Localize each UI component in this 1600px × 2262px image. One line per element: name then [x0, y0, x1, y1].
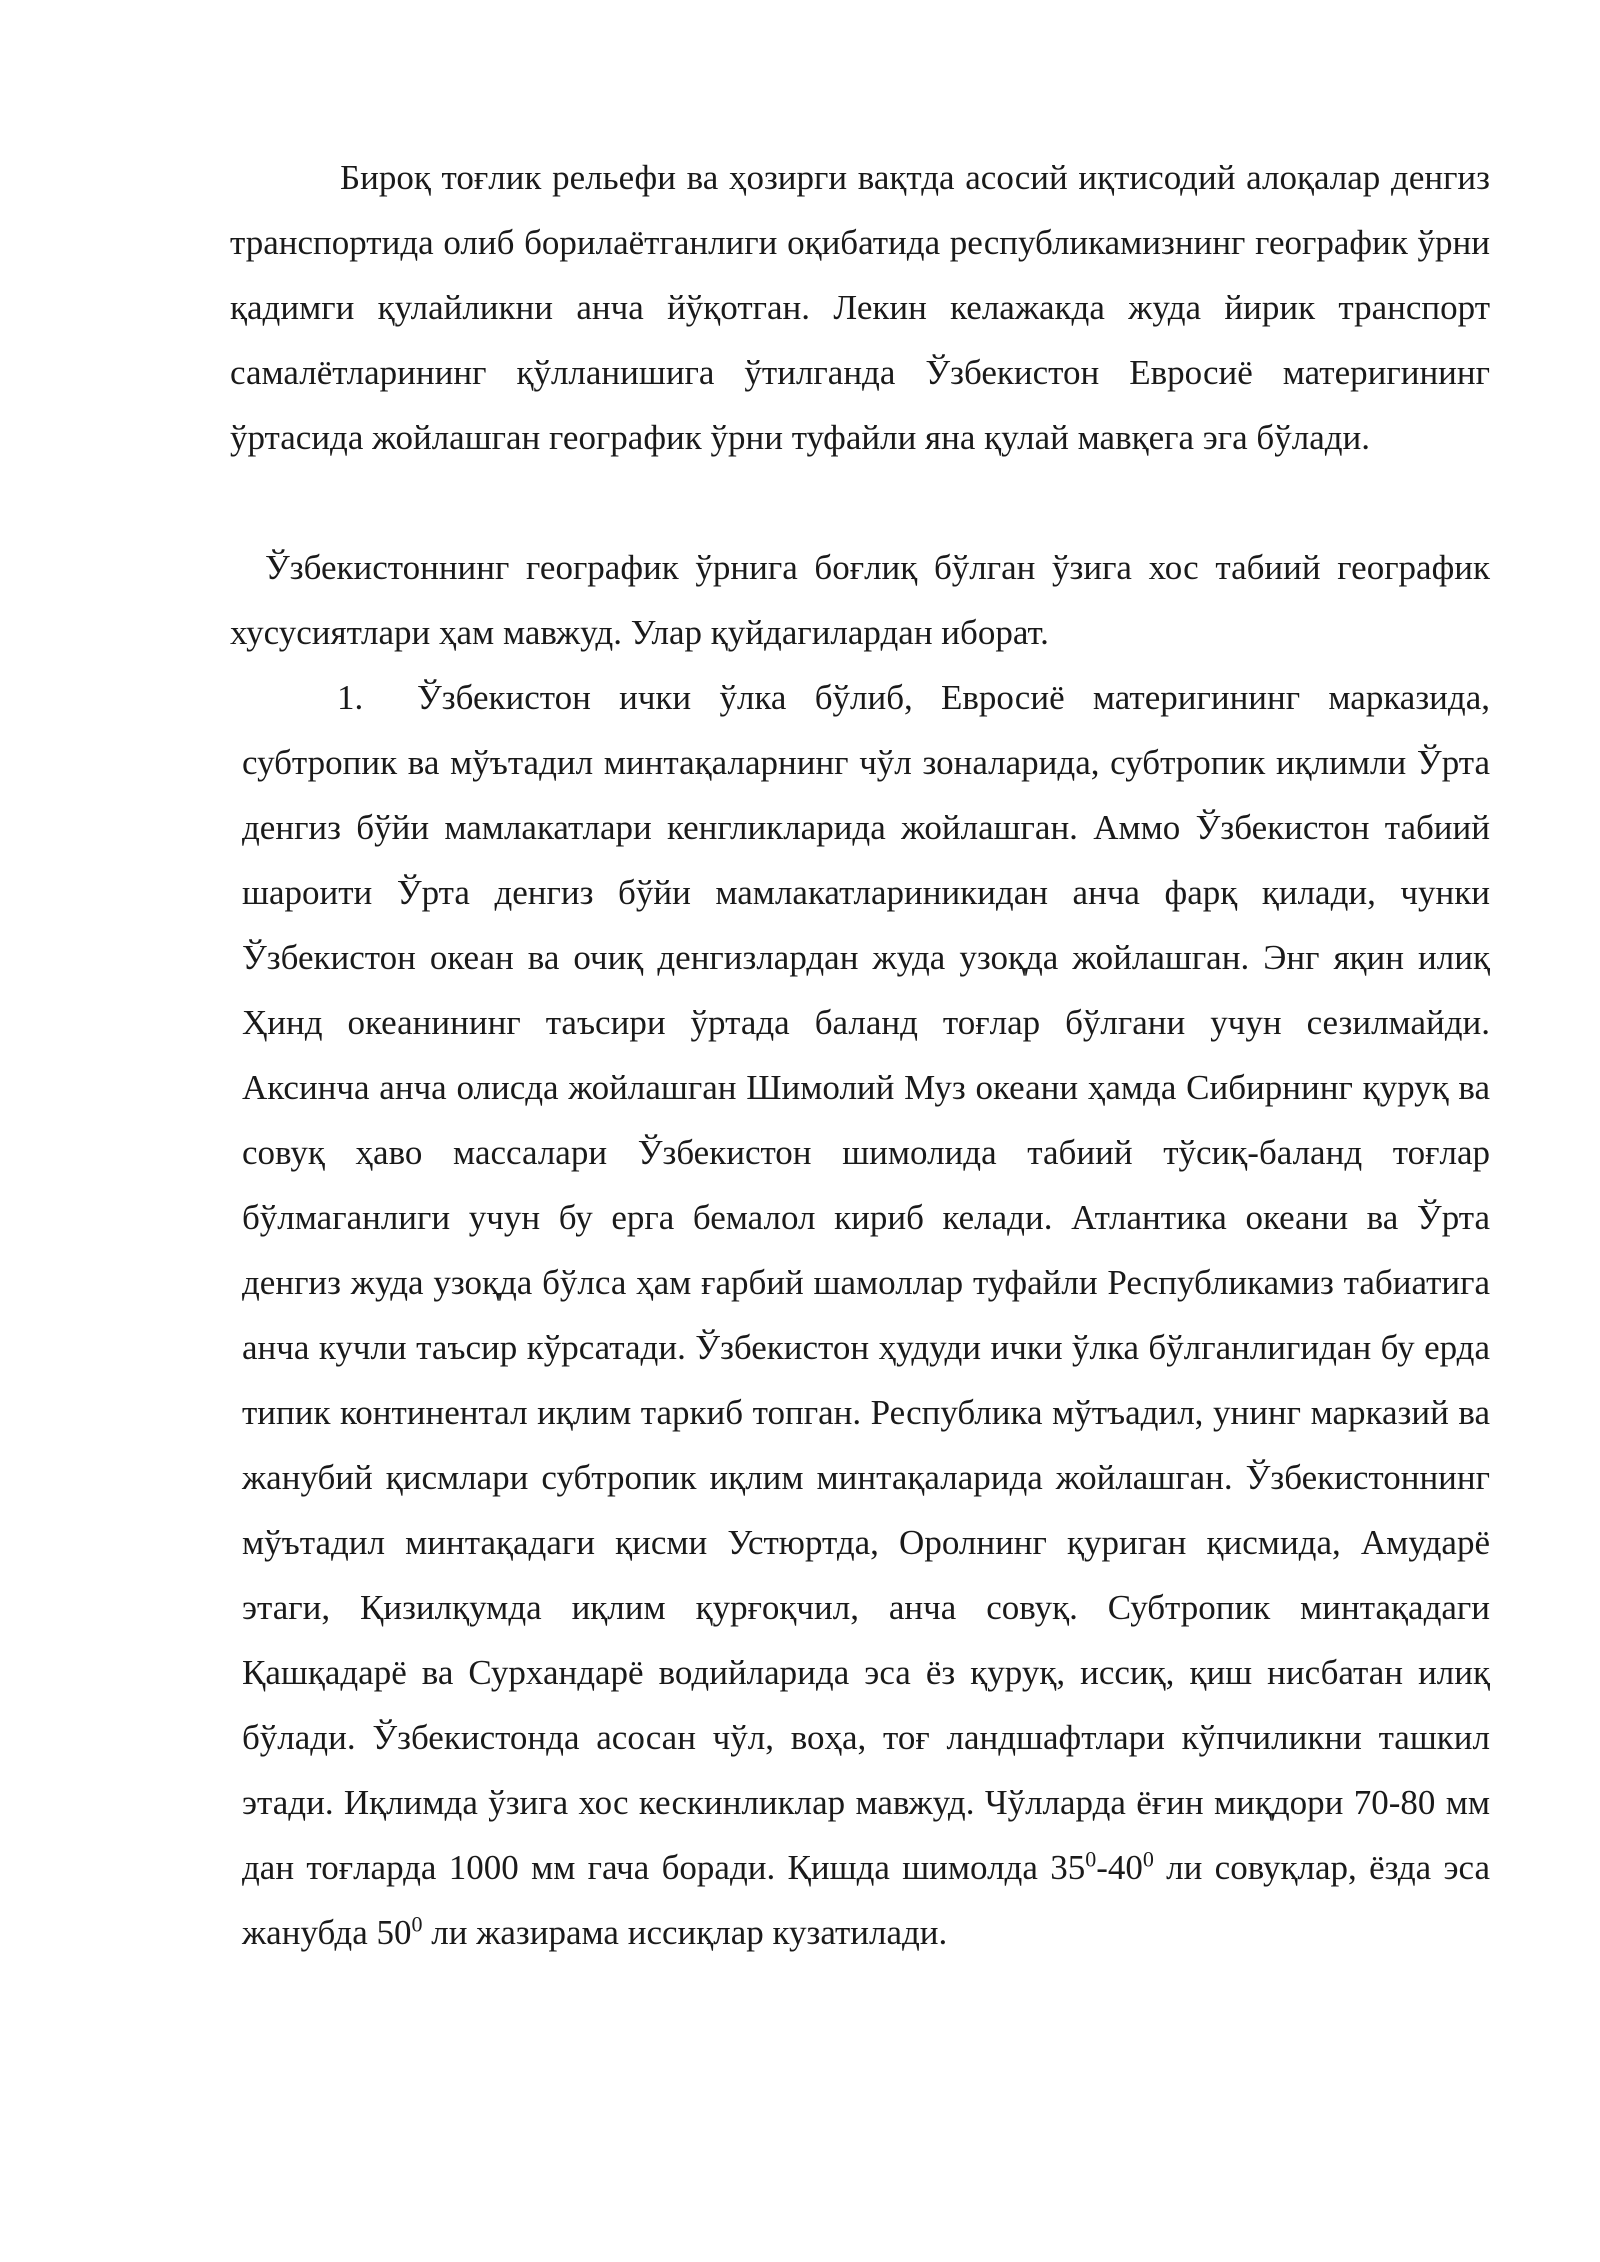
- list-text-part-2: -40: [1096, 1848, 1143, 1887]
- degree-superscript: 0: [1085, 1846, 1097, 1872]
- list-item-1: 1. Ўзбекистон ички ўлка бўлиб, Евросиё материгининг марказида, субтропик ва мўътадил минтақаларнинг чўл зоналарида, субтропик иқлимли Ўрта денгиз бўйи мамлакатлари кенгликларида жойлашган. Аммо Ўзбекистон табиий шароити Ўрта денгиз бўйи мамлакатлариникидан анча фарқ қилади, чунки Ўзбекистон океан ва очиқ денгизлардан жуда узоқда жойлашган. Энг яқин илиқ Ҳинд океанининг таъсири ўртада баланд тоғлар бўлгани учун сезилмайди. Аксинча анча олисда жойлашган Шимолий Муз океани ҳамда Сибирнинг қуруқ ва совуқ ҳаво массалари Ўзбекистон шимолида табиий тўсиқ-баланд тоғлар бўлмаганлиги учун бу ерга бемалол кириб келади. Атлантика океани ва Ўрта денгиз жуда узоқда бўлса ҳам ғарбий шамоллар туфайли Республикамиз табиатига анча кучли таъсир кўрсатади. Ўзбекистон ҳудуди ички ўлка бўлганлигидан бу ерда типик континентал иқлим таркиб топган. Республика мўтъадил, унинг марказий ва жанубий қисмлари субтропик иқлим минтақаларида жойлашган. Ўзбекистоннинг мўътадил минтақадаги қисми Устюртда, Оролнинг қуриган қисмида, Амударё этаги, Қизилқумда иқлим қурғоқчил, анча совуқ. Субтропик минтақадаги Қашқадарё ва Сурхандарё водийларида эса ёз қуруқ, иссиқ, қиш нисбатан илиқ бўлади. Ўзбекистонда асосан чўл, воҳа, тоғ ландшафтлари кўпчиликни ташкил этади. Иқлимда ўзига хос кескинликлар мавжуд. Чўлларда ёғин миқдори 70-80 мм дан тоғларда 1000 мм гача боради. Қишда шимолда $35^0-40^0$ ли совуқлар, ёзда эса жанубда $50^0$ ли жазирама иссиқлар кузатилади.: [242, 678, 1490, 1952]
- list-text-part-1: Ўзбекистон ички ўлка бўлиб, Евросиё материгининг марказида, субтропик ва мўътадил минтақаларнинг чўл зоналарида, субтропик иқлимли Ўрта денгиз бўйи мамлакатлари кенгликларида жойлашган. Аммо Ўзбекистон табиий шароити Ўрта денгиз бўйи мамлакатлариникидан анча фарқ қилади, чунки Ўзбекистон океан ва очиқ денгизлардан жуда узоқда жойлашган. Энг яқин илиқ Ҳинд океанининг таъсири ўртада баланд тоғлар бўлгани учун сезилмайди. Аксинча анча олисда жойлашган Шимолий Муз океани ҳамда Сибирнинг қуруқ ва совуқ ҳаво массалари Ўзбекистон шимолида табиий тўсиқ-баланд тоғлар бўлмаганлиги учун бу ерга бемалол кириб келади. Атлантика океани ва Ўрта денгиз жуда узоқда бўлса ҳам ғарбий шамоллар туфайли Республикамиз табиатига анча кучли таъсир кўрсатади. Ўзбекистон ҳудуди ички ўлка бўлганлигидан бу ерда типик континентал иқлим таркиб топган. Республика мўтъадил, унинг марказий ва жанубий қисмлари субтропик иқлим минтақаларида жойлашган. Ўзбекистоннинг мўътадил минтақадаги қисми Устюртда, Оролнинг қуриган қисмида, Амударё этаги, Қизилқумда иқлим қурғоқчил, анча совуқ. Субтропик минтақадаги Қашқадарё ва Сурхандарё водийларида эса ёз қуруқ, иссиқ, қиш нисбатан илиқ бўлади. Ўзбекистонда асосан чўл, воҳа, тоғ ландшафтлари кўпчиликни ташкил этади. Иқлимда ўзига хос кескинликлар мавжуд. Чўлларда ёғин миқдори 70-80 мм дан тоғларда 1000 мм гача боради. Қишда шимолда 35: [242, 678, 1490, 1887]
- degree-superscript: 0: [411, 1911, 423, 1937]
- list-text-part-4: ли жазирама иссиқлар кузатилади.: [422, 1913, 948, 1952]
- list-item-text: [242, 678, 1490, 1952]
- paragraph-geographic-position: Бироқ тоғлик рельефи ва ҳозирги вақтда асосий иқтисодий алоқалар денгиз транспортида олиб борилаётганлиги оқибатида республикамизнинг географик ўрни қадимги қулайликни анча йўқотган. Лекин келажакда жуда йирик транспорт самалётларининг қўлланишига ўтилганда Ўзбекистон Евросиё материгининг ўртасида жойлашган географик ўрни туфайли яна қулай мавқега эга бўлади.: [230, 158, 1490, 457]
- paragraph-natural-features-intro: Ўзбекистоннинг географик ўрнига боғлиқ бўлган ўзига хос табиий географик хусусиятлари ҳам мавжуд. Улар қуйдагилардан иборат.: [230, 548, 1490, 652]
- list-text-part-3: ли совуқлар, ёзда эса жанубда 50: [242, 1848, 1490, 1952]
- degree-superscript: 0: [1142, 1846, 1154, 1872]
